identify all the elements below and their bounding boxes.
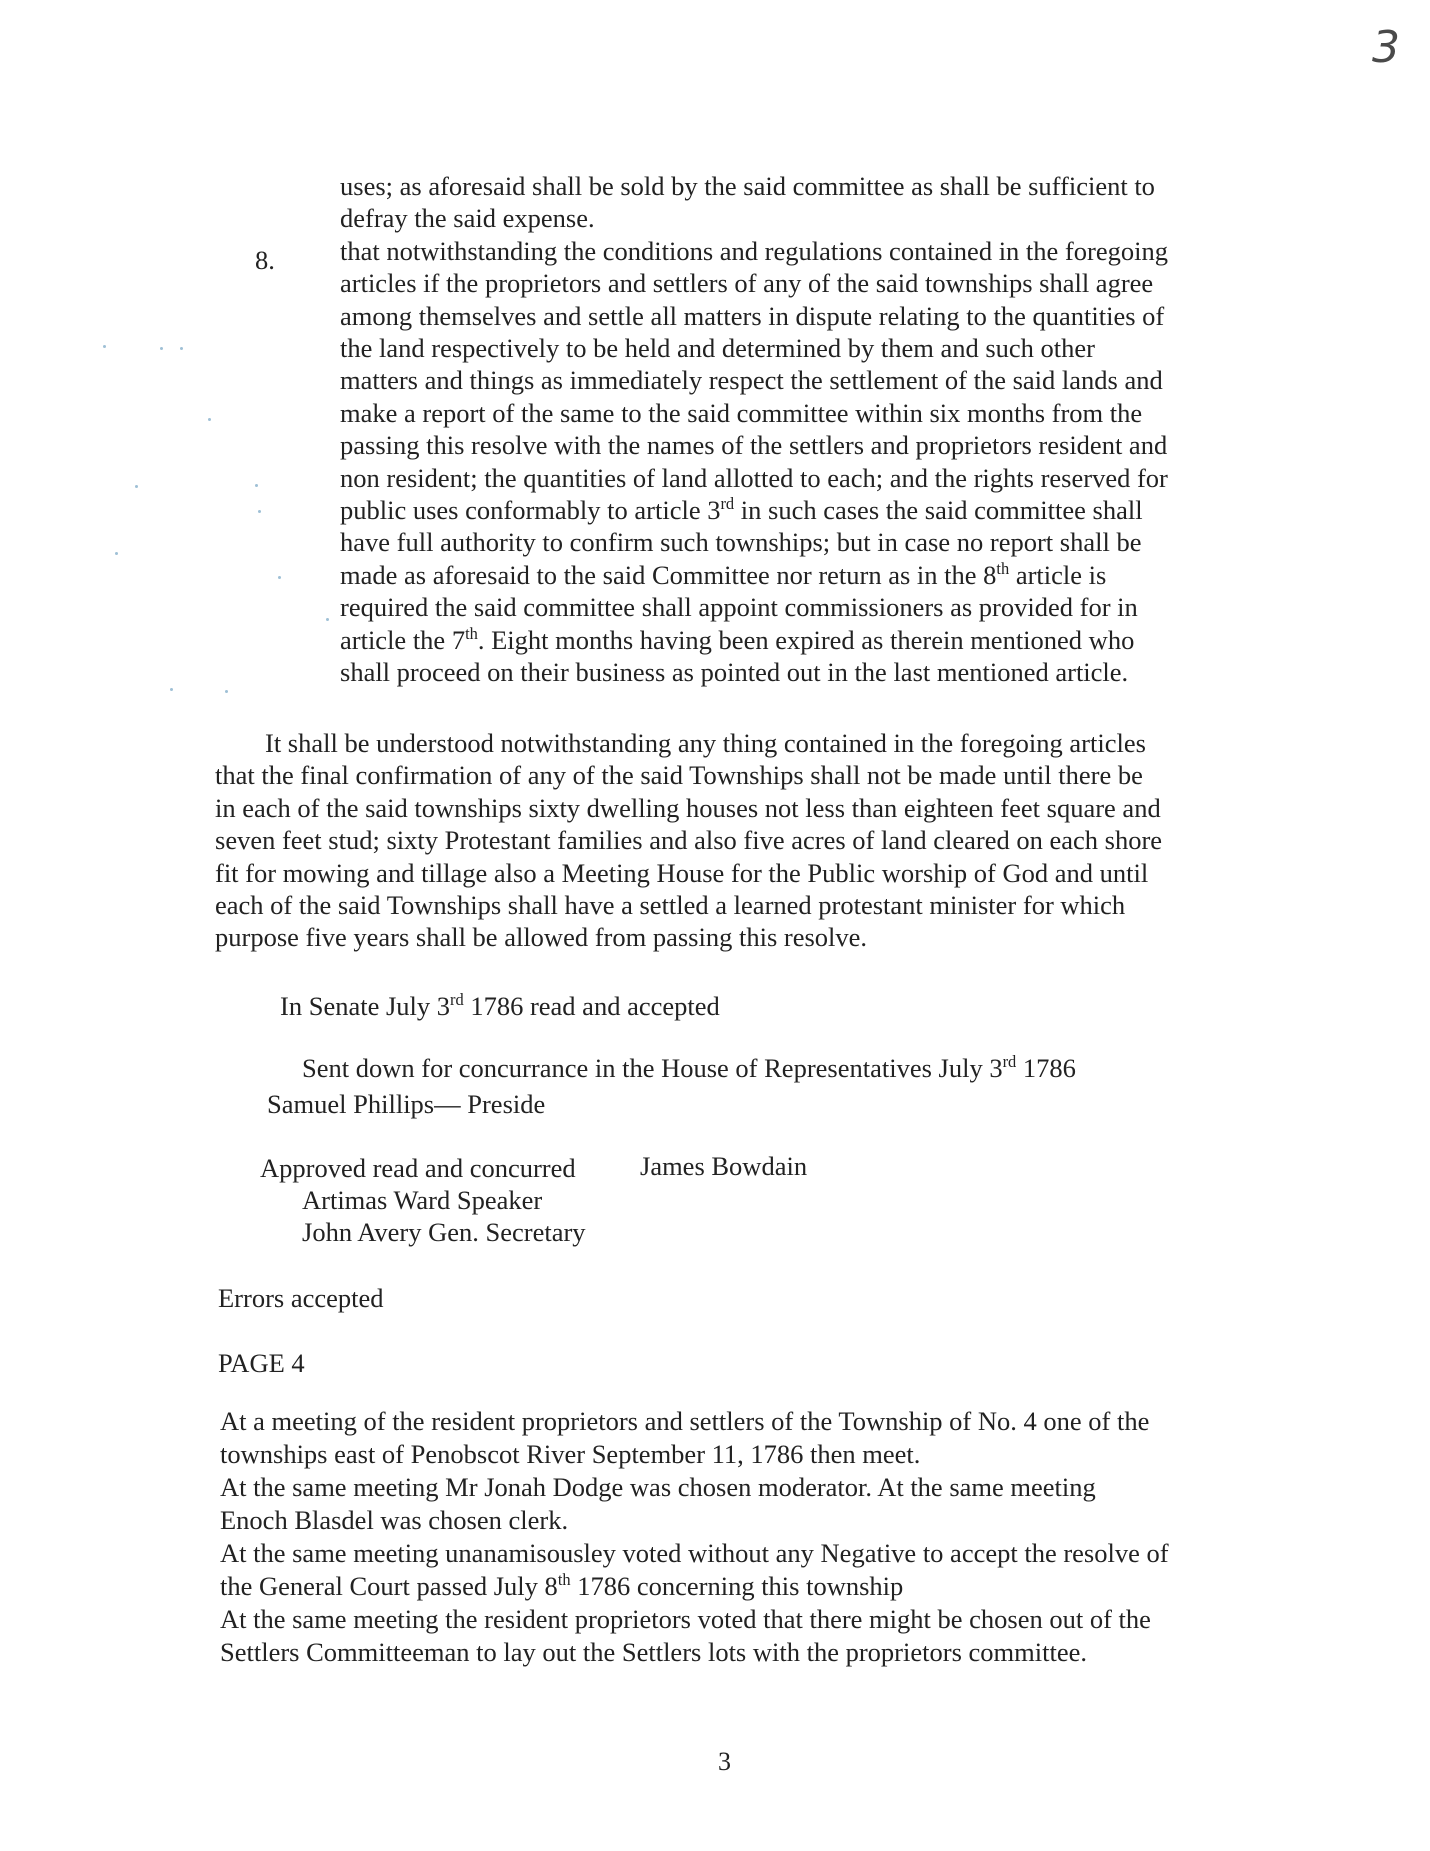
- item-8-line: article the 7th. Eight months having been expired as therein mentioned who: [340, 623, 1135, 655]
- paragraph-line: fit for mowing and tillage also a Meeting House for the Public worship of God and until: [215, 857, 1149, 888]
- senate-acceptance: In Senate July 3rd 1786 read and accepted: [280, 989, 720, 1021]
- approval-line: Approved read and concurred: [260, 1153, 576, 1183]
- item-8-line: make a report of the same to the said committee within six months from the: [340, 397, 1143, 428]
- continuation-line: uses; as aforesaid shall be sold by the said committee as shall be sufficient to: [340, 171, 1155, 201]
- scan-speck: [170, 688, 173, 691]
- item-8-line: passing this resolve with the names of the settlers and proprietors resident and: [340, 430, 1168, 461]
- scan-speck: [326, 618, 329, 621]
- item-8-line: required the said committee shall appoint commissioners as provided for in: [340, 592, 1138, 623]
- item-8-block: [340, 170, 1240, 689]
- scan-speck: [103, 345, 106, 348]
- item-8-line: the land respectively to be held and determined by them and such other: [340, 333, 1096, 364]
- scan-speck: [278, 576, 281, 579]
- meeting-line: At the same meeting Mr Jonah Dodge was chosen moderator. At the same meeting: [220, 1472, 1096, 1502]
- page-heading: PAGE 4: [218, 1348, 305, 1378]
- item-8-line: that notwithstanding the conditions and regulations contained in the foregoing: [340, 235, 1168, 266]
- senate-signer: Samuel Phillips— Preside: [267, 1089, 546, 1119]
- item-8-line: made as aforesaid to the said Committee nor return as in the 8th article is: [340, 558, 1107, 590]
- scan-speck: [160, 347, 163, 350]
- scan-speck: [135, 485, 138, 488]
- paragraph-line: that the final confirmation of any of the said Townships shall not be made until there be: [215, 760, 1143, 791]
- continuation-line: defray the said expense.: [340, 203, 595, 234]
- governor-name: James Bowdain: [640, 1151, 808, 1181]
- meeting-line: At the same meeting the resident proprietors voted that there might be chosen out of the: [220, 1604, 1151, 1634]
- scan-speck: [258, 510, 261, 513]
- scan-speck: [208, 418, 211, 421]
- item-8-line: matters and things as immediately respect the settlement of the said lands and: [340, 365, 1163, 396]
- errors-note: Errors accepted: [218, 1283, 384, 1313]
- item-8-line: articles if the proprietors and settlers of any of the said townships shall agree: [340, 268, 1154, 299]
- meeting-line: townships east of Penobscot River September 11, 1786 then meet.: [220, 1439, 921, 1469]
- handwritten-page-mark: 3: [1372, 22, 1400, 73]
- sent-down-line: Sent down for concurrance in the House of Representatives July 3rd 1786: [302, 1051, 1076, 1083]
- meeting-line: Enoch Blasdel was chosen clerk.: [220, 1505, 569, 1535]
- scan-speck: [225, 690, 228, 693]
- footer-page-number: 3: [718, 1747, 731, 1776]
- paragraph-line: in each of the said townships sixty dwelling houses not less than eighteen feet square and: [215, 792, 1161, 823]
- meeting-line: the General Court passed July 8th 1786 concerning this township: [220, 1569, 904, 1601]
- secretary-line: John Avery Gen. Secretary: [302, 1217, 586, 1247]
- meeting-line: At a meeting of the resident proprietors and settlers of the Township of No. 4 one of the: [220, 1406, 1150, 1436]
- paragraph-line: It shall be understood notwithstanding any thing contained in the foregoing articles: [265, 728, 1146, 758]
- item-8-line: non resident; the quantities of land allotted to each; and the rights reserved for: [340, 462, 1168, 493]
- paragraph-line: seven feet stud; sixty Protestant families and also five acres of land cleared on each shore: [215, 825, 1163, 856]
- item-number: 8.: [255, 245, 275, 275]
- paragraph-line: purpose five years shall be allowed from passing this resolve.: [215, 922, 868, 953]
- scan-speck: [255, 484, 258, 487]
- confirmation-paragraph: [215, 727, 1225, 954]
- item-8-line: among themselves and settle all matters in dispute relating to the quantities of: [340, 300, 1165, 331]
- meeting-line: At the same meeting unanamisousley voted without any Negative to accept the resolve of: [220, 1538, 1169, 1568]
- scan-speck: [115, 552, 118, 555]
- item-8-line: public uses conformably to article 3rd in such cases the said committee shall: [340, 493, 1143, 526]
- item-8-line: have full authority to confirm such townships; but in case no report shall be: [340, 527, 1142, 558]
- speaker-line: Artimas Ward Speaker: [302, 1185, 543, 1215]
- scan-speck: [180, 347, 183, 350]
- paragraph-line: each of the said Townships shall have a settled a learned protestant minister for which: [215, 890, 1126, 921]
- item-8-line: shall proceed on their business as pointed out in the last mentioned article.: [340, 657, 1129, 688]
- meeting-line: Settlers Committeeman to lay out the Settlers lots with the proprietors committee.: [220, 1637, 1087, 1667]
